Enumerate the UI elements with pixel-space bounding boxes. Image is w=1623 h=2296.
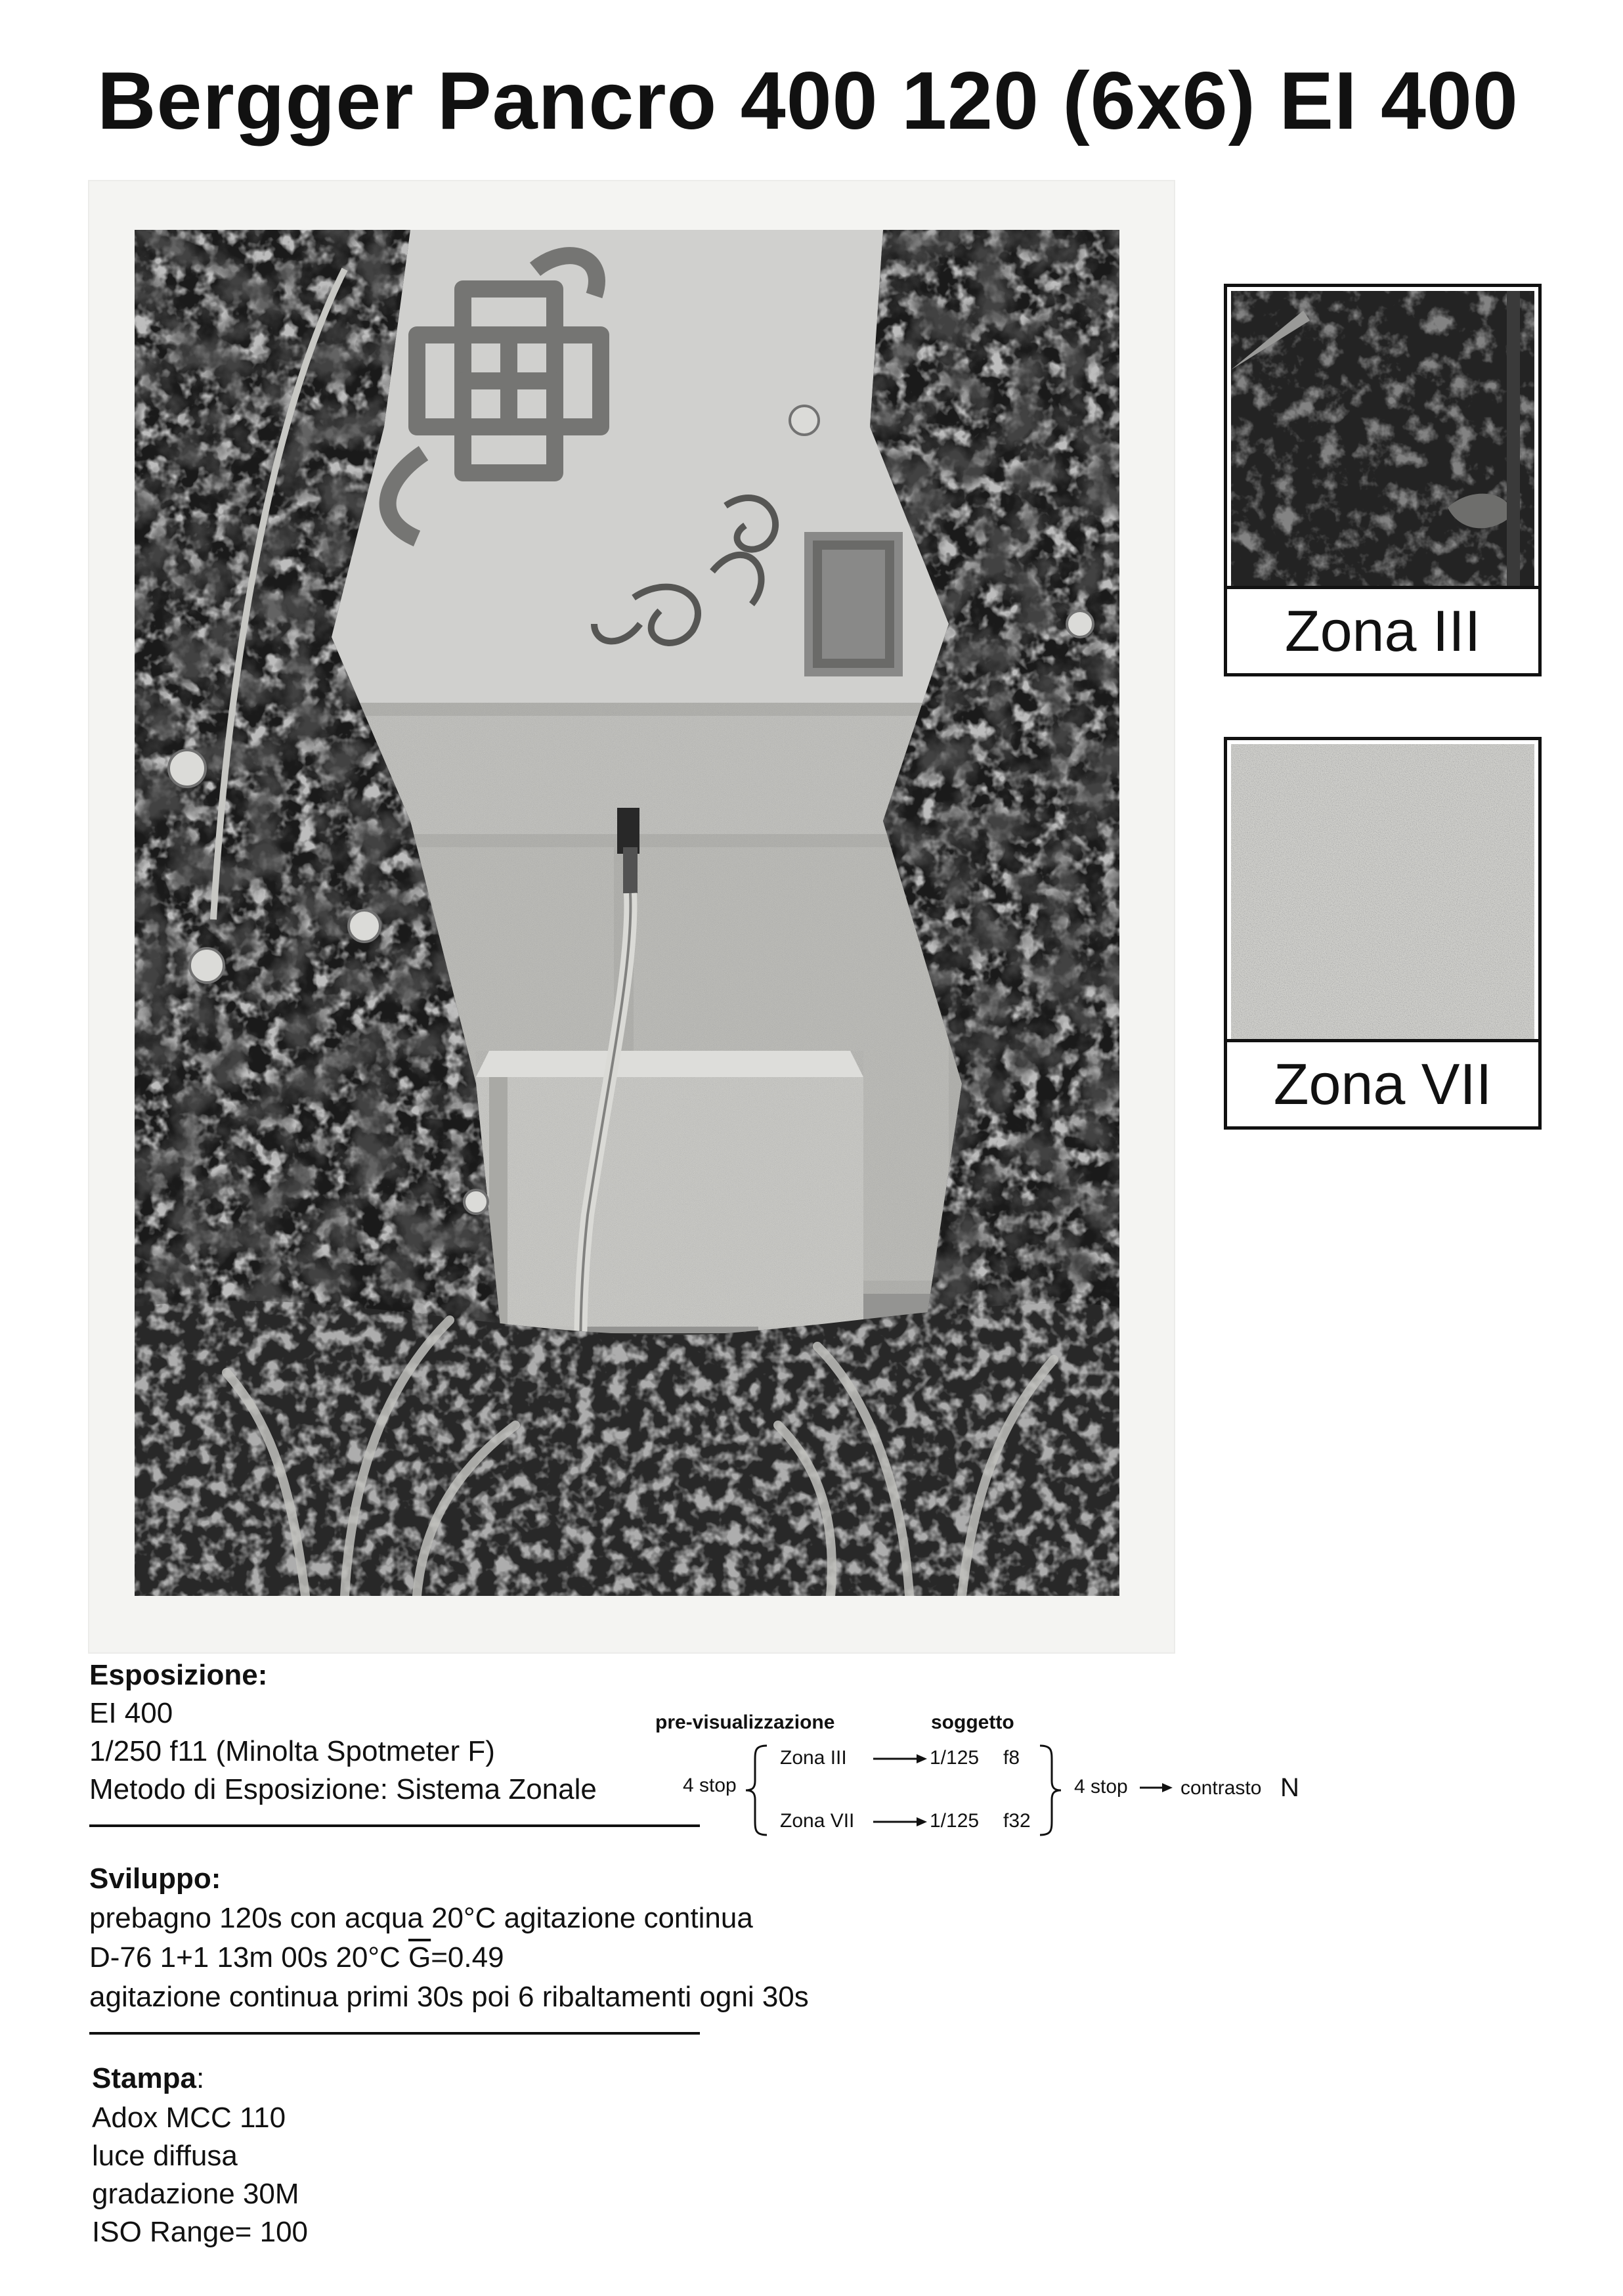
developer-suffix: =0.49 (431, 1941, 504, 1974)
print-line-light: luce diffusa (92, 2140, 238, 2172)
exposure-heading: Esposizione: (89, 1659, 268, 1691)
diagram-zona-vii: Zona VII (780, 1810, 855, 1832)
print-heading-colon: : (196, 2062, 205, 2094)
exposure-line-ei: EI 400 (89, 1697, 173, 1729)
print-line-paper: Adox MCC 110 (92, 2102, 286, 2134)
developer-prefix: D-76 1+1 13m 00s 20°C (89, 1941, 408, 1974)
diagram-contrasto-value: N (1280, 1773, 1299, 1802)
left-brace-icon (743, 1742, 769, 1839)
diagram-time-vii: 1/125 (930, 1810, 980, 1832)
zone-iii-swatch (1231, 291, 1534, 589)
exposure-line-method: Metodo di Esposizione: Sistema Zonale (89, 1773, 597, 1805)
exposure-line-meter: 1/250 f11 (Minolta Spotmeter F) (89, 1735, 495, 1767)
g-bar-symbol: $\overline{G}$ (408, 1941, 431, 1974)
arrow-right-icon (873, 1815, 928, 1828)
development-line-developer (89, 1941, 504, 1974)
diagram-previsualizzazione: pre-visualizzazione (655, 1711, 835, 1733)
zone-vii-swatch (1231, 744, 1534, 1042)
right-brace-icon (1037, 1742, 1064, 1839)
photo-stone-sink-with-roses (135, 230, 1119, 1596)
zone-vii-label: Zona VII (1227, 1039, 1538, 1126)
development-heading: Sviluppo: (89, 1863, 221, 1895)
zone-vii-detail (1224, 737, 1542, 1130)
diagram-aperture-iii: f8 (1003, 1747, 1020, 1769)
development-line-prebath: prebagno 120s con acqua 20°C agitazione continua (89, 1902, 753, 1934)
print-line-grade: gradazione 30M (92, 2178, 299, 2210)
arrow-right-icon (873, 1752, 928, 1765)
zone-iii-detail (1224, 284, 1542, 676)
diagram-soggetto: soggetto (931, 1711, 1014, 1733)
zone-iii-label: Zona III (1227, 586, 1538, 673)
page-title: Bergger Pancro 400 120 (6x6) EI 400 (97, 56, 1519, 146)
diagram-stop-right: 4 stop (1074, 1776, 1128, 1798)
arrow-right-icon (1140, 1781, 1174, 1794)
diagram-stop-left: 4 stop (683, 1775, 737, 1796)
print-heading (92, 2062, 204, 2095)
diagram-aperture-vii: f32 (1003, 1810, 1031, 1832)
diagram-contrasto: contrasto (1180, 1777, 1262, 1799)
diagram-time-iii: 1/125 (930, 1747, 980, 1769)
divider (89, 2032, 700, 2035)
divider (89, 1824, 700, 1827)
development-line-agitation: agitazione continua primi 30s poi 6 ribaltamenti ogni 30s (89, 1981, 809, 2013)
diagram-zona-iii: Zona III (780, 1747, 847, 1769)
print-line-iso-range: ISO Range= 100 (92, 2216, 309, 2248)
print-heading-text: Stampa (92, 2062, 196, 2094)
